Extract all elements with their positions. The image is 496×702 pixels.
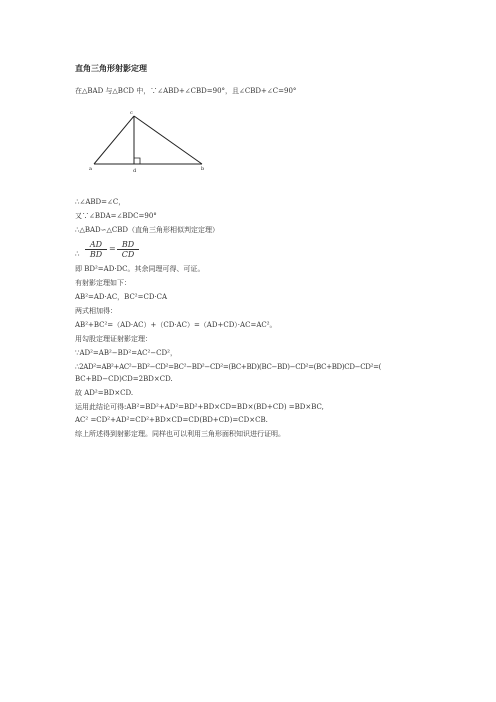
fraction-ad-bd [85,240,107,260]
label-d: d [133,168,137,173]
equals-sign: = [109,244,116,253]
right-triangle-figure [88,108,208,173]
proof-line-12: 故 AD²=BD×CD. [75,389,134,397]
label-a: a [89,166,92,172]
therefore-symbol: ∴ [75,250,80,258]
fraction-bd-cd [117,240,139,260]
proof-line-4: 即 BD²=AD·DC。其余同理可得、可证。 [75,265,205,273]
proof-line-14: AC² =CD²+AD²=CD²+BD×CD=CD(BD+CD)=CD×CB. [75,416,268,424]
proof-line-5: 有射影定理如下： [75,279,131,287]
page-title: 直角三角形射影定理 [75,64,147,73]
proof-line-11b: BC+BD−CD)CD=2BD×CD. [75,375,173,383]
side-cb [134,116,202,164]
fraction-denominator: BD [89,250,103,259]
right-angle-mark [134,158,140,164]
intro-text: 在△BAD 与△BCD 中，∵∠ABD+∠CBD=90°，且∠CBD+∠C=90° [75,87,297,95]
proof-line-13: 运用此结论可得:AB²=BD²+AD²=BD²+BD×CD=BD×(BD+CD) =BD×BC, [75,403,324,411]
proof-line-10: ∵AD²=AB²−BD²=AC²−CD²， [75,349,177,357]
proof-line-6: AB²=AD·AC，BC²=CD·CA [75,293,168,301]
proof-line-8: AB²+BC²=（AD·AC）+（CD·AC）=（AD+CD）·AC=AC²。 [75,321,277,329]
proof-line-2: 又∵∠BDA=∠BDC=90° [75,212,157,220]
fraction-denominator: CD [121,250,135,259]
fraction-numerator: BD [117,240,139,250]
proof-line-1: ∴∠ABD=∠C， [75,198,126,206]
proof-line-9: 用勾股定理证射影定理： [75,335,152,343]
fraction-numerator: AD [85,240,107,250]
proof-line-3: ∴△BAD∽△CBD（直角三角形相似判定定理） [75,226,220,234]
proof-line-11a: ∴2AD²=AB²+AC²−BD²−CD²=BC²−BD²−CD²=(BC+BD)(BC−BD)−CD²=(BC+BD)CD−CD²=( [75,363,382,371]
side-ca [94,116,134,164]
label-c: c [130,110,133,116]
proof-line-15: 综上所述得到射影定理。同样也可以利用三角形面积知识进行证明。 [75,430,285,438]
label-b: b [201,166,205,172]
proof-line-7: 两式相加得： [75,307,117,315]
